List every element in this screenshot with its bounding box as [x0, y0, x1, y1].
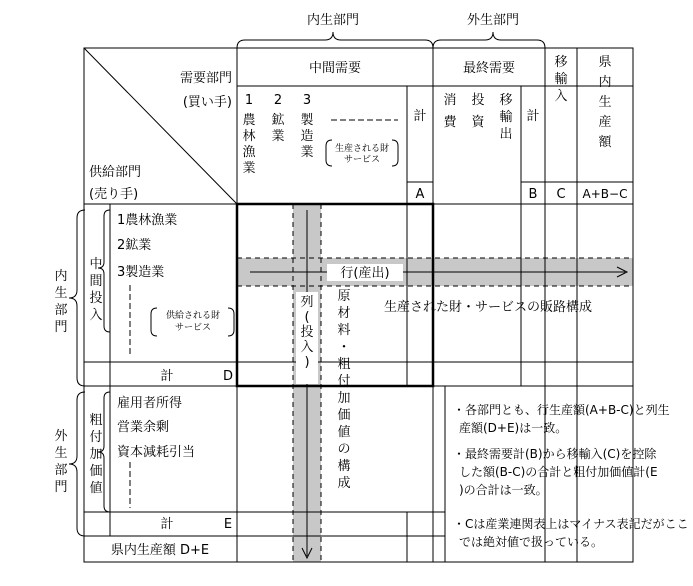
intermediate-demand-label: 中間需要: [308, 61, 362, 76]
note-1-line-1: ・各部門とも、行生産額(A+B-C)と列生: [453, 403, 670, 417]
letter-c: C: [556, 187, 566, 202]
note-1-line-2: 産額(D+E)は一致。: [459, 421, 568, 435]
note-3-line-1: ・Cは産業連関表上はマイナス表記だがここ: [453, 517, 689, 531]
row-vertical-labels: [54, 256, 102, 496]
bracket-supplied-left: [151, 308, 157, 336]
group-exogenous-label: 外生部門: [54, 429, 68, 495]
letter-e: E: [223, 517, 233, 532]
brace-domestic-side: [69, 210, 85, 386]
group-intermediate-label: 中間投入: [89, 257, 103, 323]
letter-b: B: [528, 187, 538, 202]
produced-goods-label-1: 生産される財: [334, 144, 390, 154]
letter-d: D: [222, 369, 234, 384]
brace-domestic-top: [237, 32, 433, 48]
row-item-employee-income: 雇用者所得: [117, 396, 183, 411]
col-sector-1: 農林漁業: [242, 113, 256, 176]
brace-exogenous-top: [433, 32, 545, 48]
supply-sector-label: 供給部門: [89, 165, 142, 180]
note-3-line-2: では絶対値で扱っている。: [459, 535, 604, 549]
final-col-investment: 投資: [471, 93, 485, 130]
group-value-added-label: 粗付加価値: [89, 413, 103, 496]
note-2-line-2: した額(B-C)の合計と粗付加価値計(E: [459, 465, 658, 479]
prefectural-total-label: 県内生産額 D+E: [110, 543, 210, 558]
column-input-label: 列(投入): [300, 295, 314, 370]
prefectural-production-label: 県内生産額: [598, 55, 612, 150]
sales-structure-label: 生産された財・サービスの販路構成: [383, 300, 593, 315]
top-group-exogenous: 外生部門: [466, 13, 520, 28]
letter-a: A: [415, 187, 425, 202]
intermediate-total-label: 計: [413, 109, 427, 124]
final-demand-label: 最終需要: [462, 61, 516, 76]
demand-sector-label: 需要部門: [179, 71, 232, 86]
row-item-manufacturing: 3製造業: [117, 265, 165, 280]
notes: [453, 402, 689, 549]
cost-structure-label: 原材料・粗付加価値の構成: [337, 289, 351, 491]
value-added-total-row-label: 計: [160, 517, 174, 532]
row-item-operating-surplus: 営業余剰: [117, 420, 170, 435]
row-item-mining: 2鉱業: [117, 238, 152, 253]
bracket-produced-right: [392, 140, 398, 166]
group-domestic-label: 内生部門: [54, 269, 68, 335]
buyer-label: (買い手): [182, 95, 232, 110]
produced-goods-label-2: サービス: [343, 155, 381, 165]
col-number-3: 3: [302, 93, 312, 108]
header-vertical-labels: [242, 55, 612, 176]
row-output-label: 行(産出): [340, 266, 390, 281]
final-total-label: 計: [526, 109, 540, 124]
bracket-produced-left: [326, 140, 332, 166]
intermediate-total-row-label: 計: [160, 369, 174, 384]
bracket-supplied-right: [228, 308, 234, 336]
thick-lines: [237, 204, 433, 386]
brace-exogenous-side: [69, 392, 85, 536]
note-2-line-3: )の合計は一致。: [459, 483, 548, 497]
row-item-agriculture: 1農林漁業: [117, 213, 178, 228]
supplied-goods-label-1: 供給される財: [165, 311, 221, 321]
seller-label: (売り手): [89, 187, 139, 202]
supplied-goods-label-2: サービス: [174, 323, 212, 333]
formula-production: A+B−C: [582, 187, 628, 201]
col-number-2: 2: [273, 93, 283, 108]
note-2-line-1: ・最終需要計(B)から移輸入(C)を控除: [453, 447, 657, 461]
col-number-1: 1: [244, 93, 254, 108]
final-col-exports: 移輸出: [499, 93, 513, 142]
final-col-consumption: 消費: [443, 93, 457, 130]
imports-label: 移輸入: [554, 55, 568, 104]
col-sector-3: 製造業: [300, 113, 314, 160]
top-group-domestic: 内生部門: [306, 13, 360, 28]
col-sector-2: 鉱業: [271, 113, 285, 144]
row-item-depreciation: 資本減耗引当: [117, 445, 196, 460]
